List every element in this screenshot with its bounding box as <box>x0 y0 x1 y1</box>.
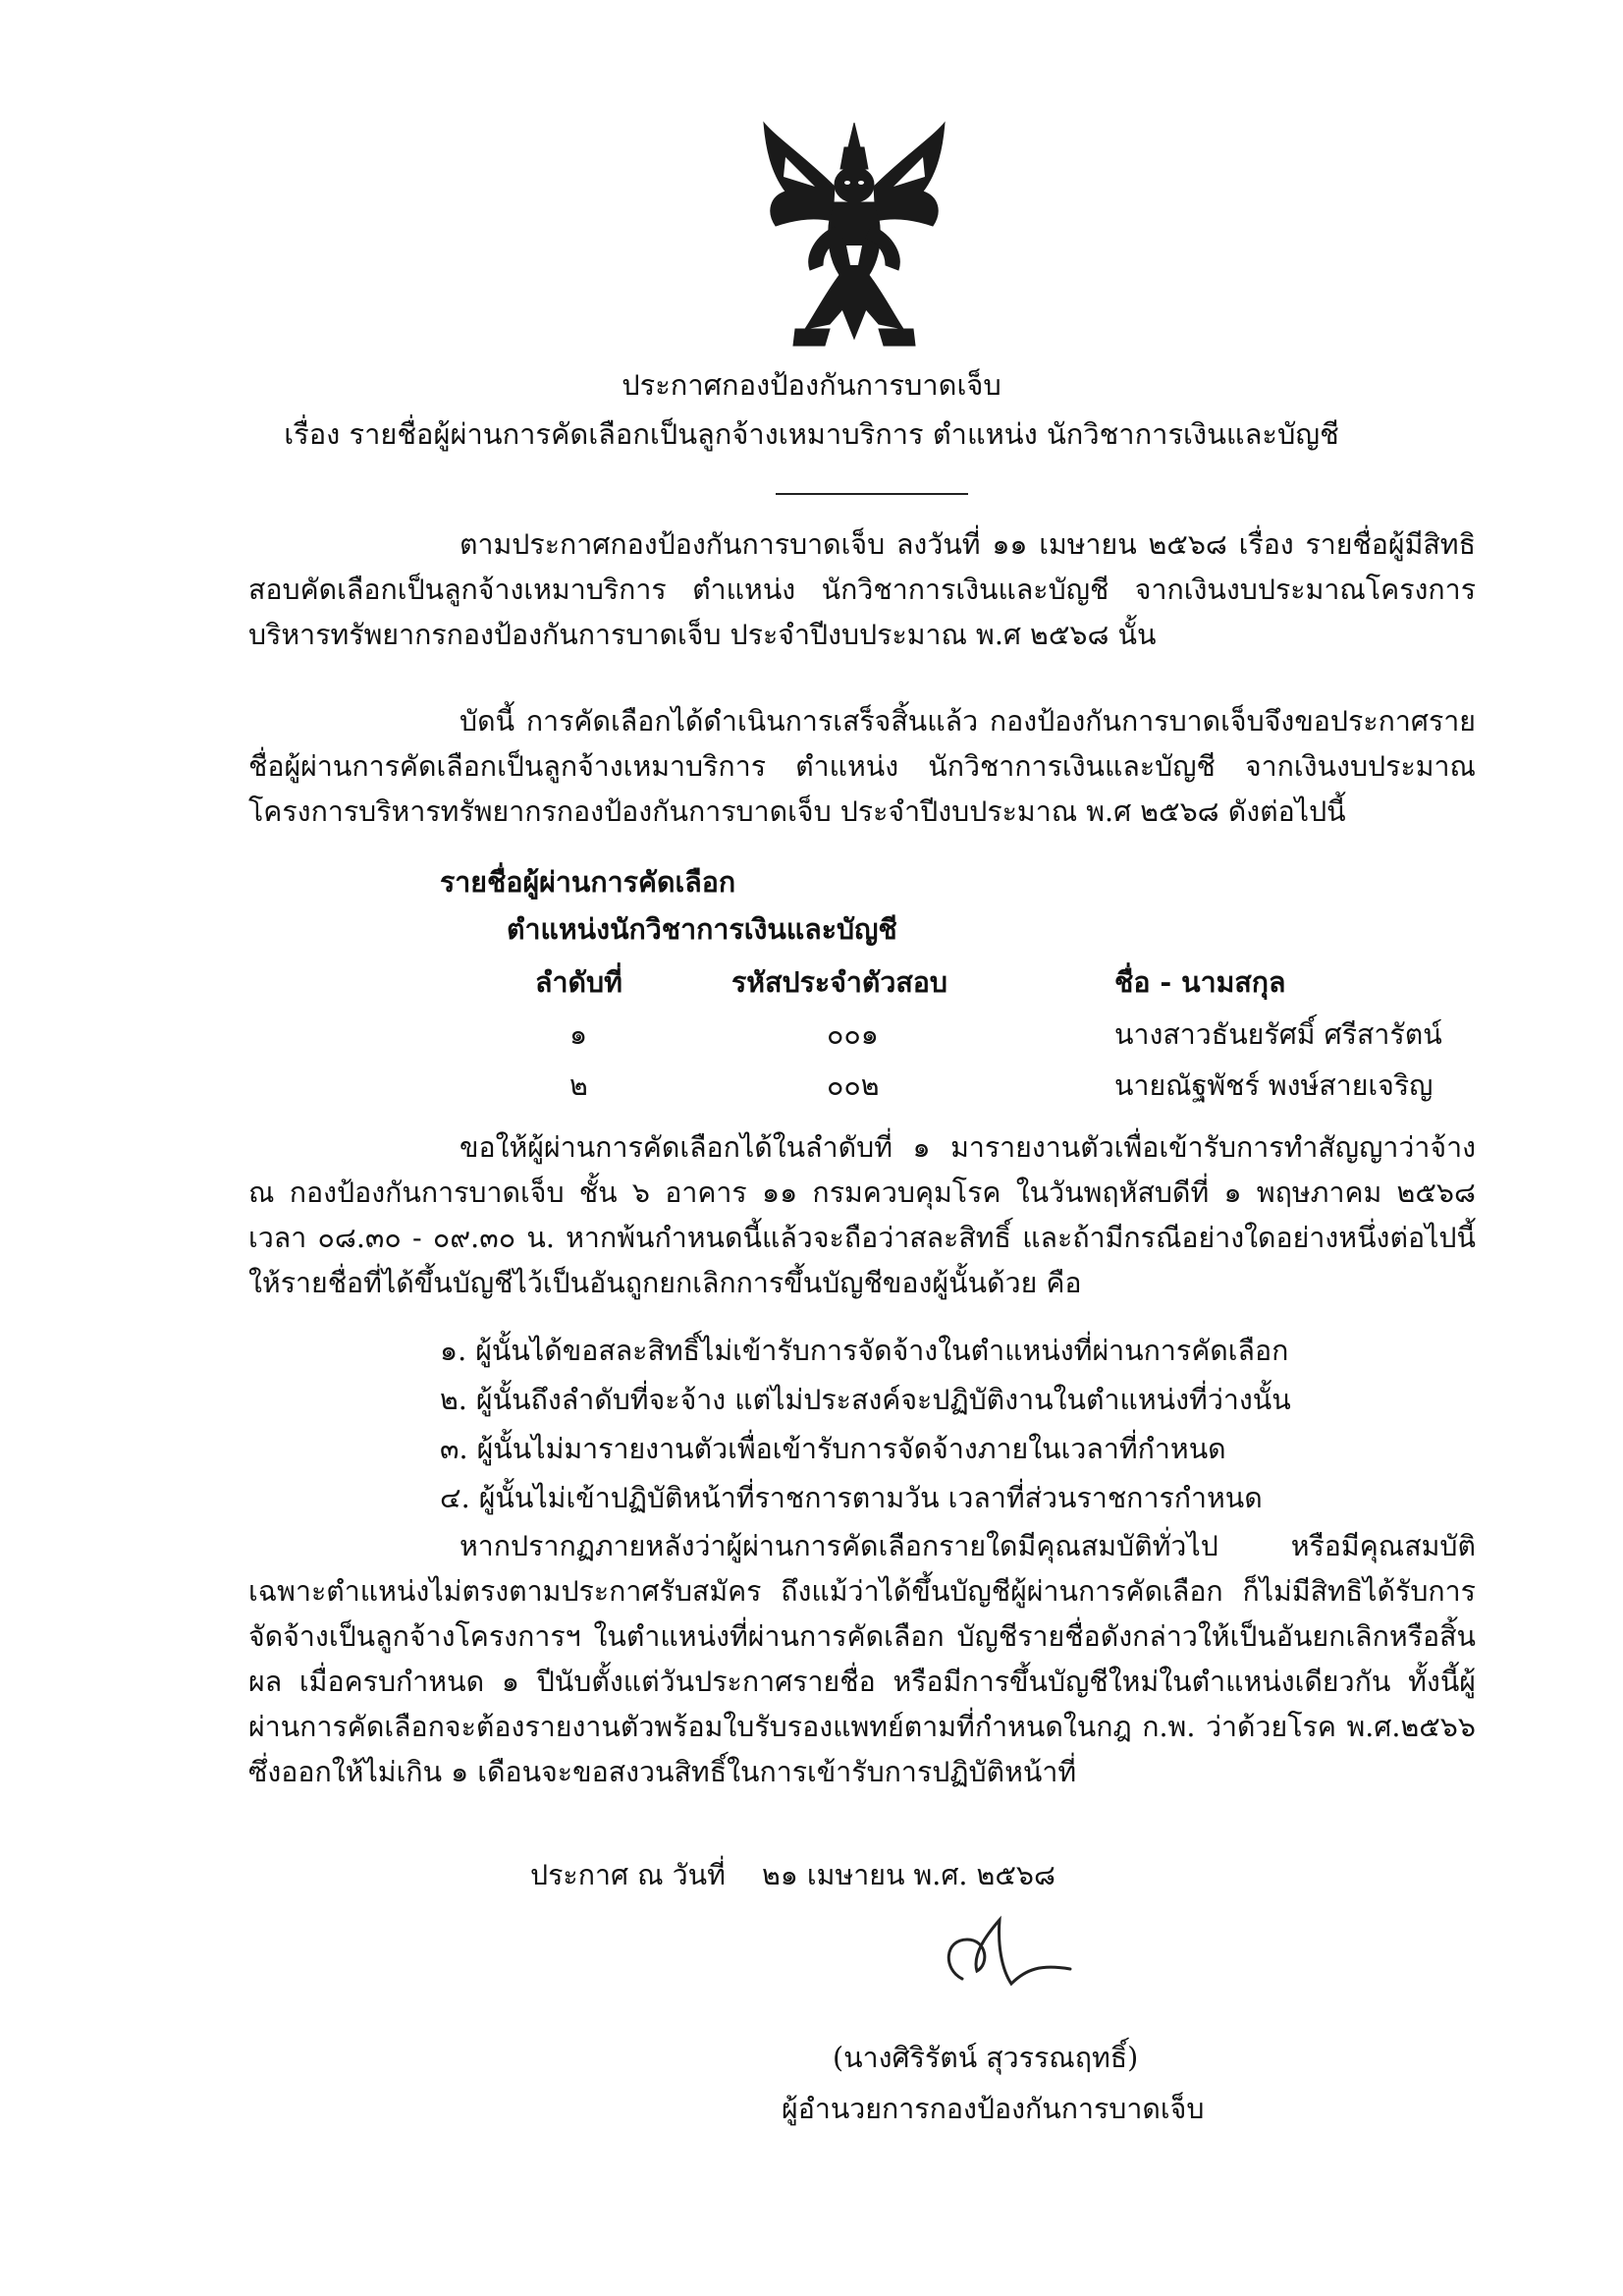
announce-date-label: ประกาศ ณ วันที่ <box>530 1859 726 1891</box>
position-title: ตำแหน่งนักวิชาการเงินและบัญชี <box>507 912 897 946</box>
signature-mark <box>933 1910 1080 1998</box>
announcement-title: ประกาศกองป้องกันการบาดเจ็บ <box>622 368 1001 402</box>
paragraph-report-instructions <box>248 1125 1476 1306</box>
table-cell-order: ๑ <box>569 1018 588 1051</box>
paragraph-announcement <box>248 699 1476 835</box>
signer-name: (นางศิริรัตน์ สุวรรณฤทธิ์) <box>833 2042 1139 2074</box>
table-cell-code: ๐๐๒ <box>827 1069 880 1102</box>
table-cell-name: นางสาวธันยรัศมิ์ ศรีสารัตน์ <box>1114 1018 1442 1051</box>
paragraph-reference <box>248 522 1476 658</box>
table-header-name: ชื่อ - นามสกุล <box>1114 965 1286 999</box>
list-title: รายชื่อผู้ผ่านการคัดเลือก <box>440 865 736 899</box>
announcement-subject: เรื่อง รายชื่อผู้ผ่านการคัดเลือกเป็นลูกจ้างเหมาบริการ ตำแหน่ง นักวิชาการเงินและบัญชี <box>284 417 1339 451</box>
signer-title: ผู้อำนวยการกองป้องกันการบาดเจ็บ <box>782 2093 1205 2125</box>
paragraph-eligibility <box>248 1524 1476 1795</box>
paragraph-reference-text: ตามประกาศกองป้องกันการบาดเจ็บ ลงวันที่ ๑๑ เมษายน ๒๕๖๘ เรื่อง รายชื่อผู้มีสิทธิสอบคัดเลือกเป็นลูกจ้างเหมาบริการ ตำแหน่ง นักวิชาการเงินและบัญชี จากเงินงบประมาณโครงการบริหารทรัพยากรกองป้องกันการบาดเจ็บ ประจำปีงบประมาณ พ.ศ ๒๕๖๘ นั้น <box>248 528 1476 651</box>
table-header-code: รหัสประจำตัวสอบ <box>731 965 948 999</box>
condition-item: ๑. ผู้นั้นได้ขอสละสิทธิ์ไม่เข้ารับการจัดจ้างในตำแหน่งที่ผ่านการคัดเลือก <box>440 1335 1289 1367</box>
condition-item: ๓. ผู้นั้นไม่มารายงานตัวเพื่อเข้ารับการจัดจ้างภายในเวลาที่กำหนด <box>440 1433 1226 1465</box>
paragraph-report-text: ขอให้ผู้ผ่านการคัดเลือกได้ในลำดับที่ ๑ มารายงานตัวเพื่อเข้ารับการทำสัญญาว่าจ้าง ณ กองป้องกันการบาดเจ็บ ชั้น ๖ อาคาร ๑๑ กรมควบคุมโรค ในวันพฤหัสบดีที่ ๑ พฤษภาคม ๒๕๖๘ เวลา ๐๘.๓๐ - ๐๙.๓๐ น. หากพ้นกำหนดนี้แล้วจะถือว่าสละสิทธิ์ และถ้ามีกรณีอย่างใดอย่างหนึ่งต่อไปนี้ให้รายชื่อที่ได้ขึ้นบัญชีไว้เป็นอันถูกยกเลิกการขึ้นบัญชีของผู้นั้นด้วย คือ <box>248 1131 1476 1299</box>
table-header-order: ลำดับที่ <box>535 965 622 999</box>
paragraph-eligibility-text: หากปรากฏภายหลังว่าผู้ผ่านการคัดเลือกรายใดมีคุณสมบัติทั่วไป หรือมีคุณสมบัติเฉพาะตำแหน่งไม่ตรงตามประกาศรับสมัคร ถึงแม้ว่าได้ขึ้นบัญชีผู้ผ่านการคัดเลือก ก็ไม่มีสิทธิได้รับการจัดจ้างเป็นลูกจ้างโครงการฯ ในตำแหน่งที่ผ่านการคัดเลือก บัญชีรายชื่อดังกล่าวให้เป็นอันยกเลิกหรือสิ้นผล เมื่อครบกำหนด ๑ ปีนับตั้งแต่วันประกาศรายชื่อ หรือมีการขึ้นบัญชีใหม่ในตำแหน่งเดียวกัน ทั้งนี้ผู้ผ่านการคัดเลือกจะต้องรายงานตัวพร้อมใบรับรองแพทย์ตามที่กำหนดในกฎ ก.พ. ว่าด้วยโรค พ.ศ.๒๕๖๖ ซึ่งออกให้ไม่เกิน ๑ เดือนจะขอสงวนสิทธิ์ในการเข้ารับการปฏิบัติหน้าที่ <box>248 1530 1476 1788</box>
table-cell-name: นายณัฐพัชร์ พงษ์สายเจริญ <box>1114 1069 1434 1102</box>
condition-item: ๔. ผู้นั้นไม่เข้าปฏิบัติหน้าที่ราชการตามวัน เวลาที่ส่วนราชการกำหนด <box>440 1482 1263 1514</box>
announce-date: ๒๑ เมษายน พ.ศ. ๒๕๖๘ <box>762 1859 1055 1891</box>
table-cell-code: ๐๐๑ <box>827 1018 879 1051</box>
paragraph-announcement-text: บัดนี้ การคัดเลือกได้ดำเนินการเสร็จสิ้นแล้ว กองป้องกันการบาดเจ็บจึงขอประกาศรายชื่อผู้ผ่านการคัดเลือกเป็นลูกจ้างเหมาบริการ ตำแหน่ง นักวิชาการเงินและบัญชี จากเงินงบประมาณโครงการบริหารทรัพยากรกองป้องกันการบาดเจ็บ ประจำปีงบประมาณ พ.ศ ๒๕๖๘ ดังต่อไปนี้ <box>248 705 1476 828</box>
garuda-emblem-icon <box>756 118 952 354</box>
table-cell-order: ๒ <box>569 1069 588 1102</box>
title-divider <box>776 493 968 495</box>
condition-item: ๒. ผู้นั้นถึงลำดับที่จะจ้าง แต่ไม่ประสงค์จะปฏิบัติงานในตำแหน่งที่ว่างนั้น <box>440 1384 1291 1416</box>
